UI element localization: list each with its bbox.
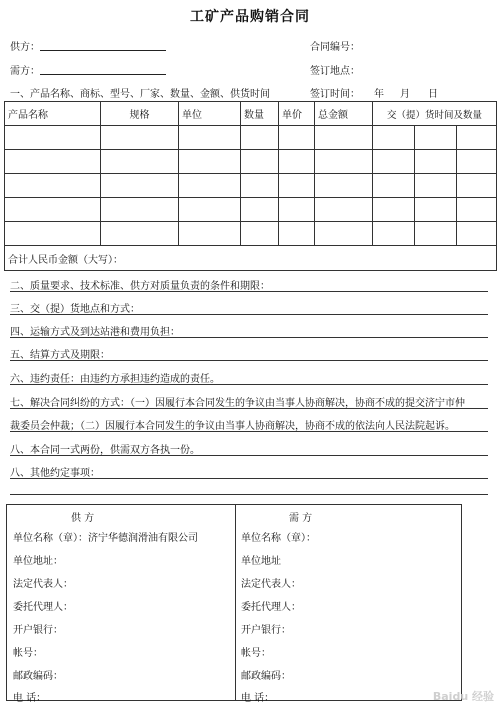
buyer-account: 帐号： [241, 648, 271, 659]
section-5-underline [10, 360, 488, 361]
page-title: 工矿产品购销合同 [190, 9, 310, 25]
section-5: 五、结算方式及期限： [10, 350, 110, 361]
column-header-product: 产品名称 [5, 102, 101, 126]
column-header-delivery: 交（提）货时间及数量 [373, 102, 497, 126]
section-9: 八、其他约定事项： [10, 468, 100, 479]
supplier-bank: 开户银行： [13, 625, 63, 636]
section-6: 六、违约责任：由违约方承担违约造成的责任。 [10, 374, 220, 385]
buyer-agent: 委托代理人： [241, 602, 301, 613]
table-row [5, 174, 497, 198]
buyer-underline [40, 74, 166, 75]
section-1-heading: 一、产品名称、商标、型号、厂家、数量、金额、供货时间 [10, 89, 270, 100]
section-8: 八、本合同一式两份，供需双方各执一份。 [10, 445, 200, 456]
buyer-phone: 电 话： [241, 693, 275, 704]
section-8-underline [10, 455, 488, 456]
supplier-company: 单位名称（章）：济宁华德润滑油有限公司 [13, 533, 198, 544]
supplier-underline [40, 50, 166, 51]
supplier-postcode: 邮政编码： [13, 671, 63, 682]
table-total-row [5, 246, 497, 271]
table-row [5, 150, 497, 174]
sign-year: 年 [374, 89, 384, 100]
section-3: 三、交（提）货地点和方式： [10, 304, 140, 315]
section-7-underline-2 [10, 431, 488, 432]
section-9-underline [10, 478, 488, 479]
buyer-legal-rep: 法定代表人： [241, 579, 301, 590]
section-2-underline [10, 291, 488, 292]
column-header-price: 单价 [279, 102, 315, 126]
supplier-label: 供方： [10, 42, 40, 53]
supplier-legal-rep: 法定代表人： [13, 579, 73, 590]
blank-underline [10, 494, 488, 495]
section-4-underline [10, 337, 488, 338]
section-7-underline-1 [10, 408, 488, 409]
parties-divider [235, 505, 236, 700]
table-row [5, 222, 497, 246]
supplier-address: 单位地址： [13, 556, 63, 567]
section-4: 四、运输方式及到达站港和费用负担： [10, 327, 180, 338]
baidu-watermark: Baidu 经验 [432, 690, 494, 703]
contract-no-label: 合同编号： [310, 42, 360, 53]
table-header-row [5, 102, 497, 126]
supplier-phone: 电 话： [13, 693, 47, 704]
column-header-unit: 单位 [179, 102, 241, 126]
supplier-account: 帐号： [13, 648, 43, 659]
buyer-label: 需方： [10, 66, 40, 77]
total-amount-label: 合计人民币金额（大写）： [5, 246, 497, 271]
sign-time-label: 签订时间： [310, 89, 360, 100]
parties-box [6, 504, 462, 704]
sign-day: 日 [428, 89, 438, 100]
buyer-postcode: 邮政编码： [241, 671, 291, 682]
section-2: 二、质量要求、技术标准、供方对质量负责的条件和期限： [10, 281, 270, 292]
product-table [4, 101, 497, 271]
buyer-bank: 开户银行： [241, 625, 291, 636]
table-row [5, 198, 497, 222]
section-7-line-1: 七、解决合同纠纷的方式：（一）因履行本合同发生的争议由当事人协商解决，协商不成的提交济宁市仲 [10, 398, 465, 409]
table-row [5, 126, 497, 150]
supplier-heading: 供 方 [71, 513, 95, 524]
buyer-address: 单位地址 [241, 556, 281, 567]
section-6-underline [10, 384, 488, 385]
column-header-spec: 规格 [101, 102, 179, 126]
buyer-company: 单位名称（章）： [241, 533, 316, 544]
column-header-amount: 总金额 [315, 102, 373, 126]
sign-month: 月 [400, 89, 410, 100]
sign-place-label: 签订地点： [310, 66, 360, 77]
column-header-quantity: 数量 [241, 102, 279, 126]
supplier-agent: 委托代理人： [13, 602, 73, 613]
section-3-underline [10, 314, 488, 315]
section-7-line-2: 裁委员会仲裁；（二）因履行本合同发生的争议由当事人协商解决，协商不成的依法向人民法院起诉。 [10, 421, 455, 432]
buyer-heading: 需 方 [289, 513, 313, 524]
